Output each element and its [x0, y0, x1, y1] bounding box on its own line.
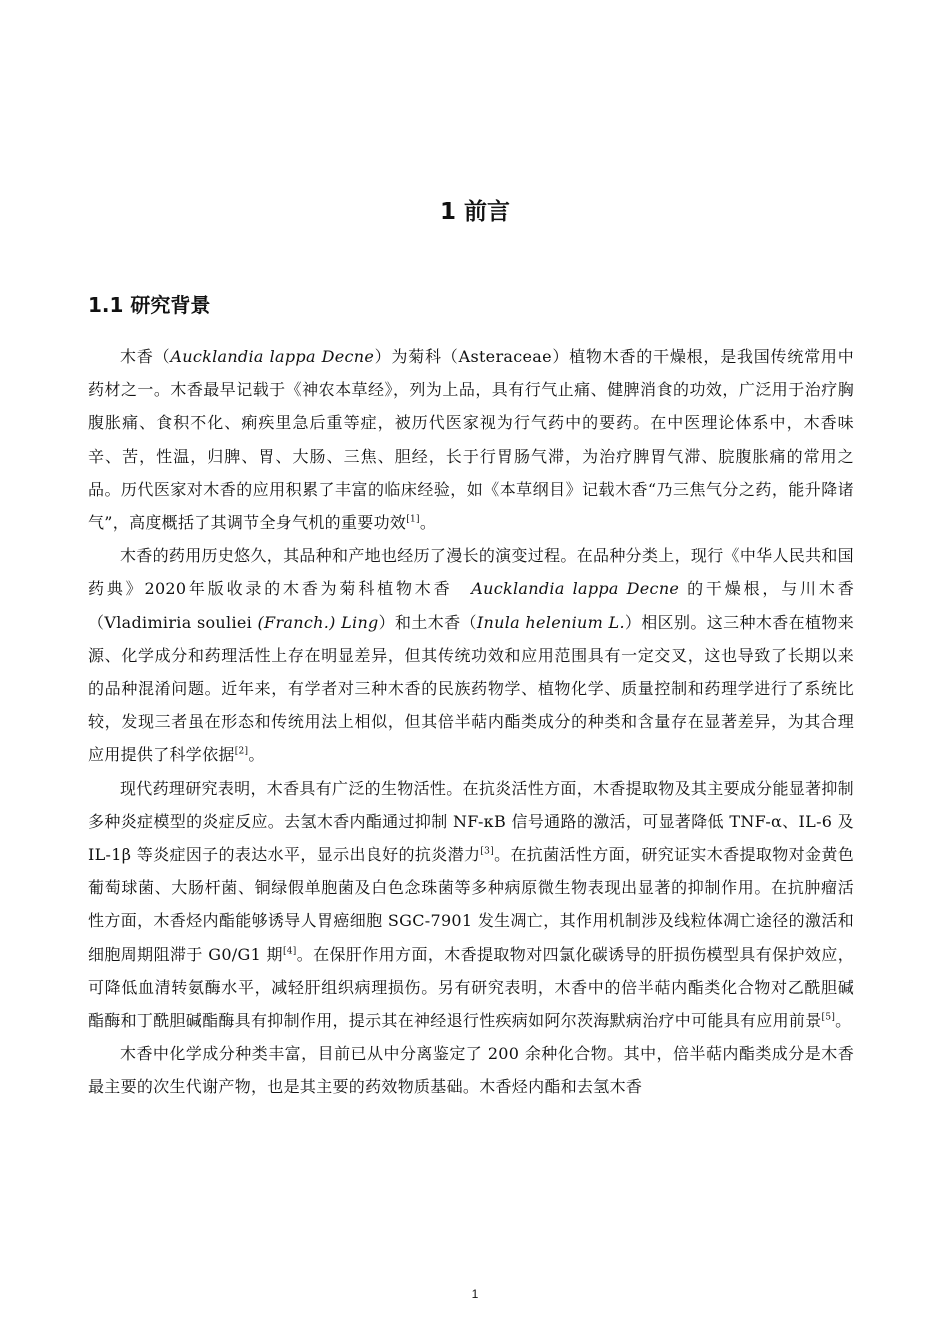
citation-marker: [2] [234, 747, 249, 758]
page-number: 1 [471, 1287, 479, 1301]
citation-marker: [3] [480, 846, 495, 857]
paragraph-4-text: 木香中化学成分种类丰富，目前已从中分离鉴定了 200 余种化合物。其中，倍半萜内酯类成分是木香最主要的次生代谢产物，也是其主要的药效物质基础。木香烃内酯和去氢木香 [88, 1044, 854, 1097]
paragraph-1-text: ）为菊科（Asteraceae）植物木香的干燥根，是我国传统常用中药材之一。木香最早记载于《神农本草经》，列为上品，具有行气止痛、健脾消食的功效，广泛用于治疗胸腹胀痛、食积不化、痢疾里急后重等症，被历代医家视为行气药中的要药。在中医理论体系中，木香味辛、苦，性温，归脾、胃、大肠、三焦、胆经，长于行胃肠气滞，为治疗脾胃气滞、脘腹胀痛的常用之品。历代医家对木香的应用积累了丰富的临床经验，如《本草纲目》记载木香“乃三焦气分之药，能升降诸气”，高度概括了其调节全身气机的重要功效 [88, 347, 854, 533]
citation-marker: [1] [406, 514, 420, 525]
chapter-title: 1 前言 [439, 199, 510, 225]
paragraph-1-text: 木香（ [120, 347, 171, 366]
paragraph-3 [88, 772, 854, 1038]
latin-name: Aucklandia lappa Decne [471, 579, 680, 599]
paragraph-2-text: 木香的药用历史悠久，其品种和产地也经历了漫长的演变过程。在品种分类上，现行《中华人民共和国药典》2020年版收录的木香为菊科植物木香 [88, 546, 854, 599]
latin-name: Aucklandia lappa Decne [170, 347, 375, 366]
section-title: 1.1 研究背景 [88, 293, 211, 317]
paragraph-2-text: ）相区别。这三种木香在植物来源、化学成分和药理活性上存在明显差异，但其传统功效和应用范围具有一定交叉，这也导致了长期以来的品种混淆问题。近年来，有学者对三种木香的民族药物学、植物化学、质量控制和药理学进行了系统比较，发现三者虽在形态和传统用法上相似，但其倍半萜内酯类成分的种类和含量存在显著差异，为其合理应用提供了科学依据 [88, 612, 854, 765]
paragraph-3-text: 。在抗菌活性方面，研究证实木香提取物对金黄色葡萄球菌、大肠杆菌、铜绿假单胞菌及白色念珠菌等多种病原微生物表现出显著的抑制作用。在抗肿瘤活性方面，木香烃内酯能够诱导人胃癌细胞 SGC-7901 发生凋亡，其作用机制涉及线粒体凋亡途径的激活和细胞周期阻滞于 G0/G1 期 [88, 845, 854, 964]
paragraph-2-text: 。 [248, 745, 265, 765]
paragraph-3-text: 。在保肝作用方面，木香提取物对四氯化碳诱导的肝损伤模型具有保护效应，可降低血清转氨酶水平，减轻肝组织病理损伤。另有研究表明，木香中的倍半萜内酯类化合物对乙酰胆碱酯酶和丁酰胆碱酯酶具有抑制作用，提示其在神经退行性疾病如阿尔茨海默病治疗中可能具有应用前景 [88, 944, 854, 1031]
paragraph-2-text: ）和土木香（ [378, 612, 477, 632]
paragraph-3-text: 。 [835, 1011, 852, 1031]
citation-marker: [5] [821, 1012, 836, 1023]
paragraph-3-text: 现代药理研究表明，木香具有广泛的生物活性。在抗炎活性方面，木香提取物及其主要成分能显著抑制多种炎症模型的炎症反应。去氢木香内酯通过抑制 NF-κB 信号通路的激活，可显著降低 TNF-α、IL-6 及 IL-1β 等炎症因子的表达水平，显示出良好的抗炎潜力 [88, 778, 854, 865]
paragraph-1-text: 。 [419, 513, 437, 533]
paragraph-1 [88, 340, 854, 539]
paragraph-2-text: 的干燥根，与川木香（Vladimiria souliei [88, 579, 854, 632]
paragraph-2 [88, 539, 854, 771]
latin-name: (Franch.) Ling [257, 612, 379, 632]
paragraph-4 [88, 1037, 854, 1103]
body-text [88, 340, 854, 1104]
latin-name: Inula helenium L. [476, 612, 625, 632]
citation-marker: [4] [282, 946, 297, 957]
